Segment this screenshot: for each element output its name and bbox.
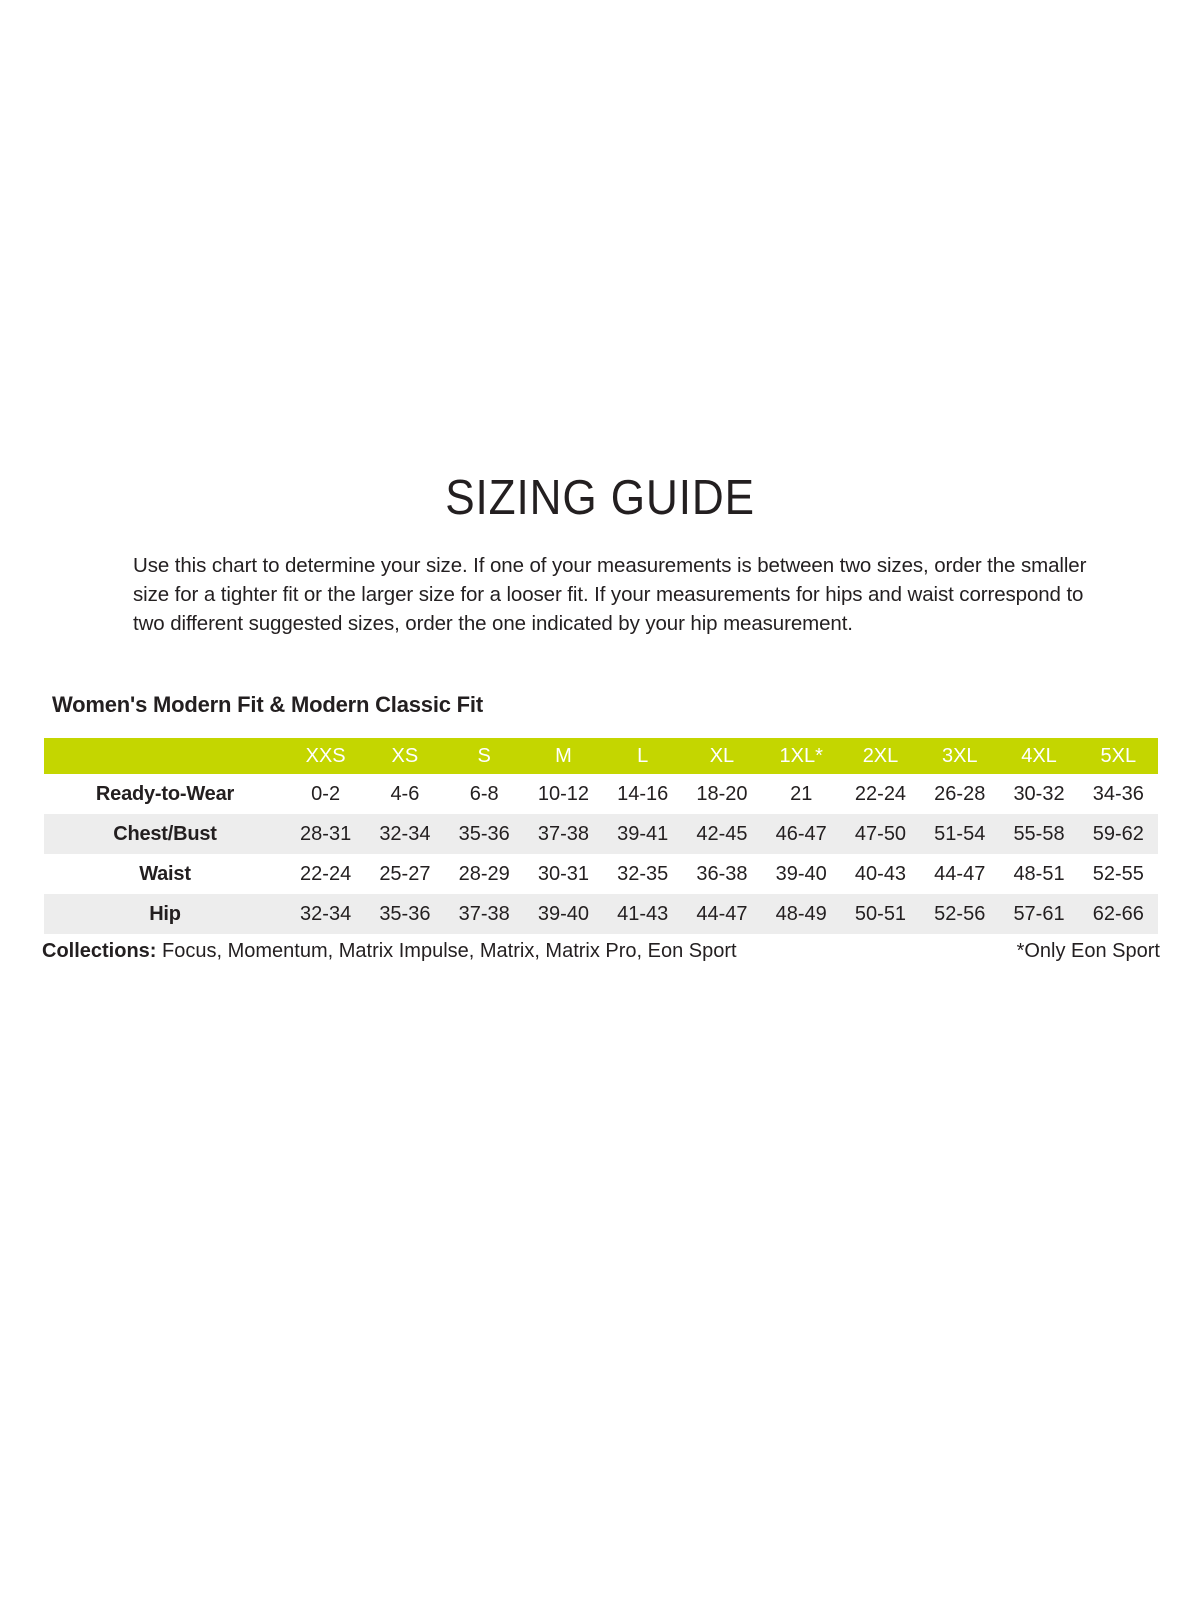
size-value-cell: 52-55 — [1092, 862, 1144, 885]
size-value-cell: 52-56 — [934, 902, 986, 925]
section-heading: Women's Modern Fit & Modern Classic Fit — [52, 692, 483, 717]
table-row — [44, 854, 1158, 894]
size-column-header: XS — [391, 744, 419, 767]
size-column-header: 2XL — [862, 744, 899, 767]
page-title: SIZING GUIDE — [445, 471, 755, 525]
size-table-header-row — [44, 738, 1158, 774]
size-value-cell: 44-47 — [934, 862, 986, 885]
row-label: Ready-to-Wear — [95, 782, 235, 805]
size-table — [44, 738, 1158, 934]
size-value-cell: 28-31 — [300, 822, 352, 845]
size-value-cell: 32-34 — [300, 902, 352, 925]
size-value-cell: 46-47 — [775, 822, 827, 845]
size-value-cell: 30-31 — [537, 862, 589, 885]
size-value-cell: 50-51 — [854, 902, 907, 925]
size-value-cell: 4-6 — [390, 782, 420, 805]
size-column-header: 1XL* — [779, 744, 823, 767]
size-value-cell: 36-38 — [696, 862, 748, 885]
intro-paragraph — [133, 551, 1093, 638]
page-title-wrap — [0, 470, 1200, 526]
footnote: *Only Eon Sport — [1016, 940, 1160, 962]
size-value-cell: 39-41 — [617, 822, 669, 845]
size-value-cell: 39-40 — [537, 902, 589, 925]
collections-label: Collections: — [42, 940, 157, 962]
table-row — [44, 814, 1158, 854]
size-value-cell: 37-38 — [537, 822, 589, 845]
size-value-cell: 21 — [790, 782, 813, 805]
size-value-cell: 39-40 — [775, 862, 827, 885]
size-column-header: S — [477, 744, 491, 767]
collections-list: Focus, Momentum, Matrix Impulse, Matrix, Matrix Pro, Eon Sport — [156, 940, 737, 962]
size-value-cell: 35-36 — [458, 822, 510, 845]
size-value-cell: 42-45 — [696, 822, 748, 845]
size-value-cell: 44-47 — [696, 902, 748, 925]
size-column-header: XL — [709, 744, 735, 767]
size-value-cell: 32-34 — [379, 822, 431, 845]
size-value-cell: 48-49 — [775, 902, 827, 925]
collections-line — [42, 940, 737, 963]
size-column-header: XXS — [305, 744, 346, 767]
size-value-cell: 47-50 — [854, 822, 907, 845]
size-value-cell: 6-8 — [469, 782, 499, 805]
table-row — [44, 774, 1158, 814]
table-footer — [42, 940, 1160, 963]
row-label: Hip — [149, 902, 181, 925]
size-value-cell: 48-51 — [1013, 862, 1065, 885]
size-value-cell: 26-28 — [934, 782, 986, 805]
row-label: Chest/Bust — [113, 822, 217, 845]
size-value-cell: 37-38 — [458, 902, 510, 925]
size-value-cell: 10-12 — [537, 782, 589, 805]
intro-line: size for a tighter fit or the larger size for a looser fit. If your measurements for hips and waist correspond to — [133, 583, 1084, 606]
intro-line: two different suggested sizes, order the one indicated by your hip measurement. — [133, 612, 853, 635]
size-value-cell: 28-29 — [458, 862, 510, 885]
table-row — [44, 894, 1158, 934]
size-value-cell: 25-27 — [379, 862, 431, 885]
size-value-cell: 32-35 — [617, 862, 669, 885]
size-value-cell: 30-32 — [1013, 782, 1065, 805]
size-column-header: 5XL — [1100, 744, 1137, 767]
size-value-cell: 34-36 — [1092, 782, 1144, 805]
size-column-header: 4XL — [1021, 744, 1057, 767]
size-value-cell: 55-58 — [1013, 822, 1065, 845]
size-value-cell: 51-54 — [934, 822, 986, 845]
size-value-cell: 59-62 — [1092, 822, 1144, 845]
size-value-cell: 57-61 — [1013, 902, 1065, 925]
size-column-header: L — [637, 744, 649, 767]
size-value-cell: 41-43 — [617, 902, 669, 925]
size-value-cell: 14-16 — [617, 782, 669, 805]
size-value-cell: 62-66 — [1092, 902, 1144, 925]
size-value-cell: 18-20 — [696, 782, 748, 805]
intro-line: Use this chart to determine your size. If one of your measurements is between two sizes, order the smaller — [133, 554, 1087, 577]
size-value-cell: 22-24 — [854, 782, 907, 805]
size-value-cell: 0-2 — [311, 782, 341, 805]
size-value-cell: 22-24 — [300, 862, 352, 885]
size-value-cell: 35-36 — [379, 902, 431, 925]
size-column-header: 3XL — [941, 744, 978, 767]
size-value-cell: 40-43 — [854, 862, 907, 885]
size-column-header: M — [555, 744, 572, 767]
row-label: Waist — [139, 862, 191, 885]
